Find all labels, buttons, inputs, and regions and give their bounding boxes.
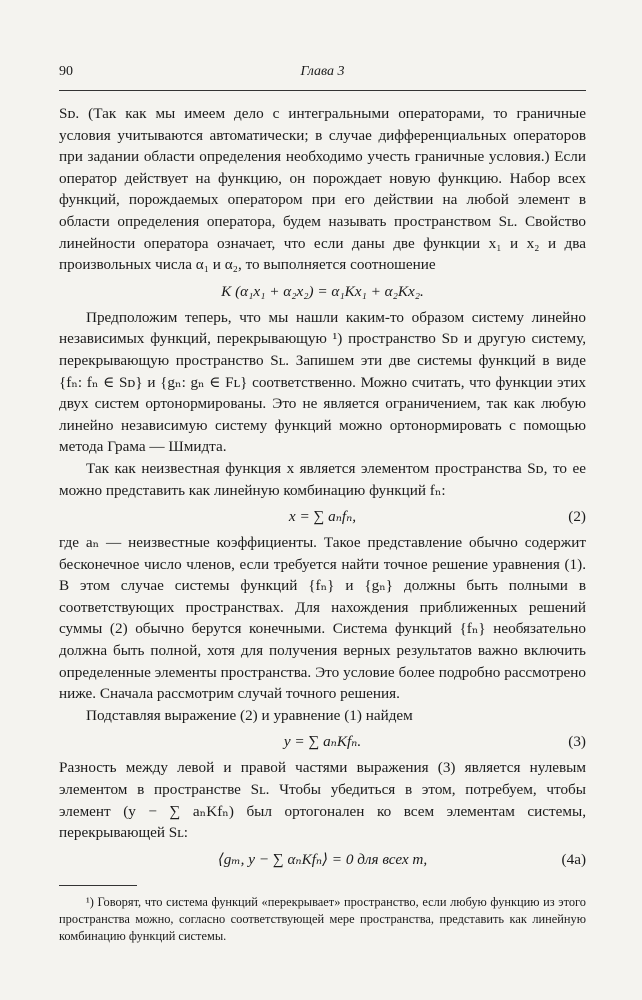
paragraph-5: Подставляя выражение (2) и уравнение (1) найдем xyxy=(86,706,413,724)
paragraph-4: где aₙ — неизвестные коэффициенты. Такое представление обычно содержит бесконечное число членов, если требуется найти точное решение уравнения (1). В этом случае системы функций {fₙ} и {gₙ} должны быть полными в соответствующих пространствах. Для нахождения приближенных решений суммы (2) обычно берутся конечными. Система функций {fₙ} необязательно должна быть полной, хотя для получения верных результатов важно включить определенные элементы пространства. Это условие более подробно рассмотрено ниже. Сначала рассмотрим случай точного решения. xyxy=(59,534,586,703)
chapter-title: Глава 3 xyxy=(300,64,345,79)
paragraph-3: Так как неизвестная функция x является элементом пространства Sᴅ, то ее можно представить как линейную комбинацию функций fₙ: xyxy=(59,459,586,499)
paragraph-6: Разность между левой и правой частями выражения (3) является нулевым элементом в пространстве Sʟ. Чтобы убедиться в этом, потребуем, чтобы элемент (y − ∑ aₙKfₙ) был ортогонален ко всем элементам системы, перекрывающей Sʟ: xyxy=(59,759,586,842)
equation-formula: ⟨gₘ, y − ∑ αₙKfₙ⟩ = 0 для всех m, xyxy=(217,850,428,868)
page-number: 90 xyxy=(59,64,73,79)
equation-formula: K (α₁x₁ + α₂x₂) = α₁Kx₁ + α₂Kx₂. xyxy=(221,282,424,300)
paragraph-2: Предположим теперь, что мы нашли каким-то образом систему линейно независимых функций, перекрывающую ¹) пространство Sᴅ и другую систему, перекрывающую пространство Sʟ. Запишем эти две системы функций в виде {fₙ: fₙ ∈ Sᴅ} и {gₙ: gₙ ∈ Fʟ} соответственно. Можно считать, что функции этих двух систем ортонормированы. Это не является ограничением, так как любую линейно независимую систему функций можно ортонормировать с помощью метода Грама — Шмидта. xyxy=(59,308,586,456)
equation-3 xyxy=(59,726,586,757)
equation-formula: y = ∑ aₙKfₙ. xyxy=(283,733,362,751)
book-page xyxy=(59,64,586,945)
header-rule xyxy=(59,90,586,91)
equation-number: (2) xyxy=(568,508,586,526)
footnote: ¹) Говорят, что система функций «перекрывает» пространство, если любую функцию из этого пространства можно, согласно соответствующей мере пространства, представить как линейную комбинацию функций системы. xyxy=(59,894,586,943)
equation-formula: x = ∑ aₙfₙ, xyxy=(288,508,357,526)
equation-2 xyxy=(59,501,586,532)
paragraph-1: Sᴅ. (Так как мы имеем дело с интегральными операторами, то граничные условия учитываются автоматически; в случае дифференциальных операторов при задании области определения необходимо учесть граничные условия.) Если оператор действует на функцию, он порождает новую функцию. Набор всех функций, порождаемых оператором при его действии на любой элемент в области определения оператора, будем называть пространством Sʟ. Свойство линейности оператора означает, что если даны две функции x₁ и x₂ и два произвольных числа α₁ и α₂, то выполняется соотношение xyxy=(59,105,586,274)
equation-linearity xyxy=(59,276,586,307)
equation-4a xyxy=(59,844,586,875)
footnote-rule xyxy=(59,885,137,886)
equation-number: (4а) xyxy=(561,850,586,868)
equation-number: (3) xyxy=(568,733,586,751)
running-header xyxy=(59,64,586,86)
